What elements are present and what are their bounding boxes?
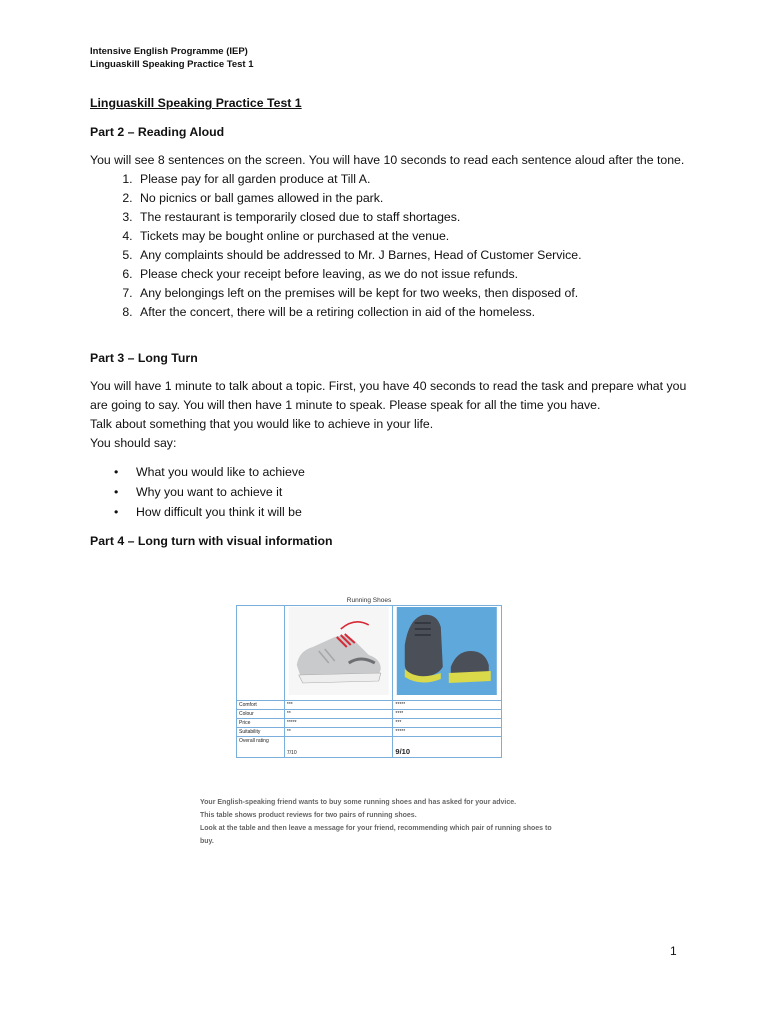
header-line-1: Intensive English Programme (IEP)	[90, 46, 248, 57]
header-line-2: Linguaskill Speaking Practice Test 1	[90, 59, 254, 70]
shoe-image-left	[284, 606, 393, 701]
part3-intro: You will have 1 minute to talk about a topic. First, you have 40 seconds to read the task and prepare what you are going to say. You will then have 1 minute to speak. Please speak for all the time you have.	[90, 379, 687, 412]
rating-left: ***	[284, 701, 393, 710]
list-item: 7. Any belongings left on the premises will be kept for two weeks, then disposed of.	[136, 284, 690, 303]
figure-title: Running Shoes	[346, 597, 392, 604]
rating-left: *****	[284, 719, 393, 728]
running-shoes-table	[236, 605, 502, 758]
table-row	[237, 701, 502, 710]
rating-right: *****	[393, 728, 502, 737]
rating-right: *****	[393, 701, 502, 710]
grey-shoe-icon	[287, 607, 391, 695]
caption-line: This table shows product reviews for two pairs of running shoes.	[200, 812, 417, 819]
list-item: 5. Any complaints should be addressed to Mr. J Barnes, Head of Customer Service.	[136, 246, 690, 265]
part2-heading: Part 2 – Reading Aloud	[90, 125, 225, 139]
part2-intro: You will see 8 sentences on the screen. You will have 10 seconds to read each sentence aloud after the tone.	[90, 153, 685, 167]
shoe-image-right	[393, 606, 502, 701]
row-label: Colour	[237, 710, 285, 719]
table-row	[237, 719, 502, 728]
list-item: • What you would like to achieve	[136, 462, 696, 482]
list-item: 6. Please check your receipt before leaving, as we do not issue refunds.	[136, 265, 690, 284]
part3-topic: Talk about something that you would like to achieve in your life.	[90, 417, 434, 431]
row-label: Price	[237, 719, 285, 728]
table-row	[237, 710, 502, 719]
part3-bullet-list	[90, 462, 696, 522]
part3-heading: Part 3 – Long Turn	[90, 351, 198, 365]
caption-line: Look at the table and then leave a message for your friend, recommending which pair of running shoes to buy.	[200, 825, 552, 845]
part2-section	[90, 151, 690, 322]
rating-right: ****	[393, 710, 502, 719]
list-item: • Why you want to achieve it	[136, 482, 696, 502]
rating-left: **	[284, 710, 393, 719]
part4-heading: Part 4 – Long turn with visual information	[90, 534, 333, 548]
row-label: Overall rating	[237, 737, 285, 758]
part3-section	[90, 377, 696, 522]
page-number: 1	[670, 944, 677, 958]
overall-right: 9/10	[393, 737, 502, 758]
list-item: 8. After the concert, there will be a retiring collection in aid of the homeless.	[136, 303, 690, 322]
part3-prompt: You should say:	[90, 436, 177, 450]
table-row	[237, 728, 502, 737]
list-item: 1. Please pay for all garden produce at Till A.	[136, 170, 690, 189]
empty-cell	[237, 606, 285, 701]
list-item: 2. No picnics or ball games allowed in the park.	[136, 189, 690, 208]
rating-left: **	[284, 728, 393, 737]
page-header	[90, 45, 254, 71]
list-item: 3. The restaurant is temporarily closed due to staff shortages.	[136, 208, 690, 227]
list-item: 4. Tickets may be bought online or purchased at the venue.	[136, 227, 690, 246]
row-label: Comfort	[237, 701, 285, 710]
row-label: Suitability	[237, 728, 285, 737]
caption-line: Your English-speaking friend wants to buy some running shoes and has asked for your advice.	[200, 799, 517, 806]
dark-shoe-icon	[395, 607, 499, 695]
document-title: Linguaskill Speaking Practice Test 1	[90, 96, 302, 110]
list-item: • How difficult you think it will be	[136, 502, 696, 522]
task-caption	[200, 796, 560, 848]
overall-left: 7/10	[284, 737, 393, 758]
table-row	[237, 737, 502, 758]
part2-sentence-list	[90, 170, 690, 322]
rating-right: ***	[393, 719, 502, 728]
table-row	[237, 606, 502, 701]
